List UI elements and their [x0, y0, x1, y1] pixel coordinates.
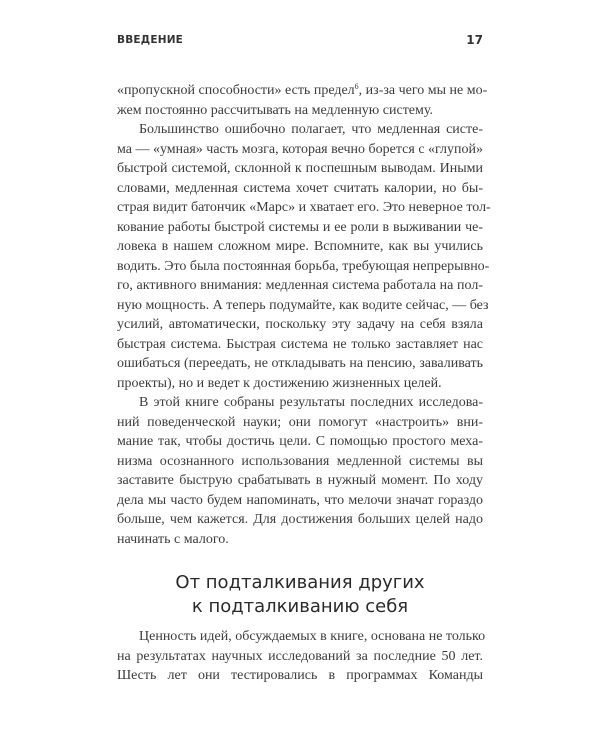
- section-heading-line: к подталкиванию себя: [191, 596, 409, 617]
- text-line: ловека в нашем сложном мире. Вспомните, как вы учились: [117, 239, 483, 254]
- body-text-bottom: [117, 627, 486, 686]
- text-line: го, активного внимания: медленная система работала на пол-: [117, 278, 483, 293]
- text-line: низма осознанного использования медленной системы вы: [117, 453, 483, 469]
- text-line: быстрой системой, склонной к поспешным выводам. Иными: [117, 161, 483, 176]
- running-head: ВВЕДЕНИЕ: [117, 34, 184, 46]
- paragraph: [117, 120, 491, 393]
- paragraph: [117, 627, 486, 686]
- text-line: дела мы часто будем напоминать, что мелочи значат гораздо: [117, 492, 483, 508]
- text-line: на результатах научных исследований за последние 50 лет.: [117, 648, 483, 664]
- text-line: Ценность идей, обсуждаемых в книге, основана не только: [139, 629, 486, 644]
- text-line: жем постоянно рассчитывать на медленную систему.: [117, 102, 433, 118]
- text-line: больше, чем кажется. Для достижения больших целей надо: [117, 512, 483, 527]
- text-line: проекты), но и ведет к достижению жизненных целей.: [117, 375, 442, 391]
- text-line: начинать с малого.: [117, 531, 229, 547]
- text-line: ний поведенческой науки; они помогут «настроить» вни-: [117, 414, 483, 430]
- text-line: водить. Это была постоянная борьба, требующая непрерывно-: [117, 258, 490, 274]
- text-line: Большинство ошибочно полагает, что медленная систе-: [139, 122, 483, 137]
- text-line: заставите быструю срабатывать в нужный момент. По ходу: [117, 473, 483, 488]
- text-line: быстрая система. Быстрая система не только заставляет нас: [117, 336, 483, 352]
- text-line: словами, медленная система хочет считать калории, но бы-: [117, 180, 483, 196]
- text-line: усилий, автоматически, поскольку эту задачу на себя взяла: [117, 317, 483, 332]
- footnote-mark[interactable]: 6: [354, 82, 359, 91]
- text-line: кование работы быстрой системы и ее роли в выживании че-: [117, 219, 483, 235]
- paragraph: [117, 393, 483, 549]
- text-line: ма — «умная» часть мозга, которая вечно борется с «глупой»: [117, 141, 484, 157]
- text-line: мание так, чтобы достичь цели. С помощью простого меха-: [117, 434, 483, 449]
- body-text-top: [117, 81, 491, 549]
- section-heading-line: От подталкивания других: [175, 572, 425, 593]
- page-number: 17: [466, 33, 483, 47]
- text-line: страя видит батончик «Марс» и хватает его. Это неверное тол-: [117, 200, 491, 215]
- text-line: ную мощность. А теперь подумайте, как водите сейчас, — без: [117, 297, 489, 313]
- text-line: «пропускной способности» есть предел$^6$, из-за чего мы не мо-: [117, 82, 488, 98]
- section-heading: [100, 571, 500, 619]
- text-line: В этой книге собраны результаты последних исследова-: [139, 395, 483, 410]
- text-line: ошибаться (переедать, не откладывать на пенсию, заваливать: [117, 356, 483, 371]
- text-line: Шесть лет они тестировались в программах Команды: [117, 668, 483, 683]
